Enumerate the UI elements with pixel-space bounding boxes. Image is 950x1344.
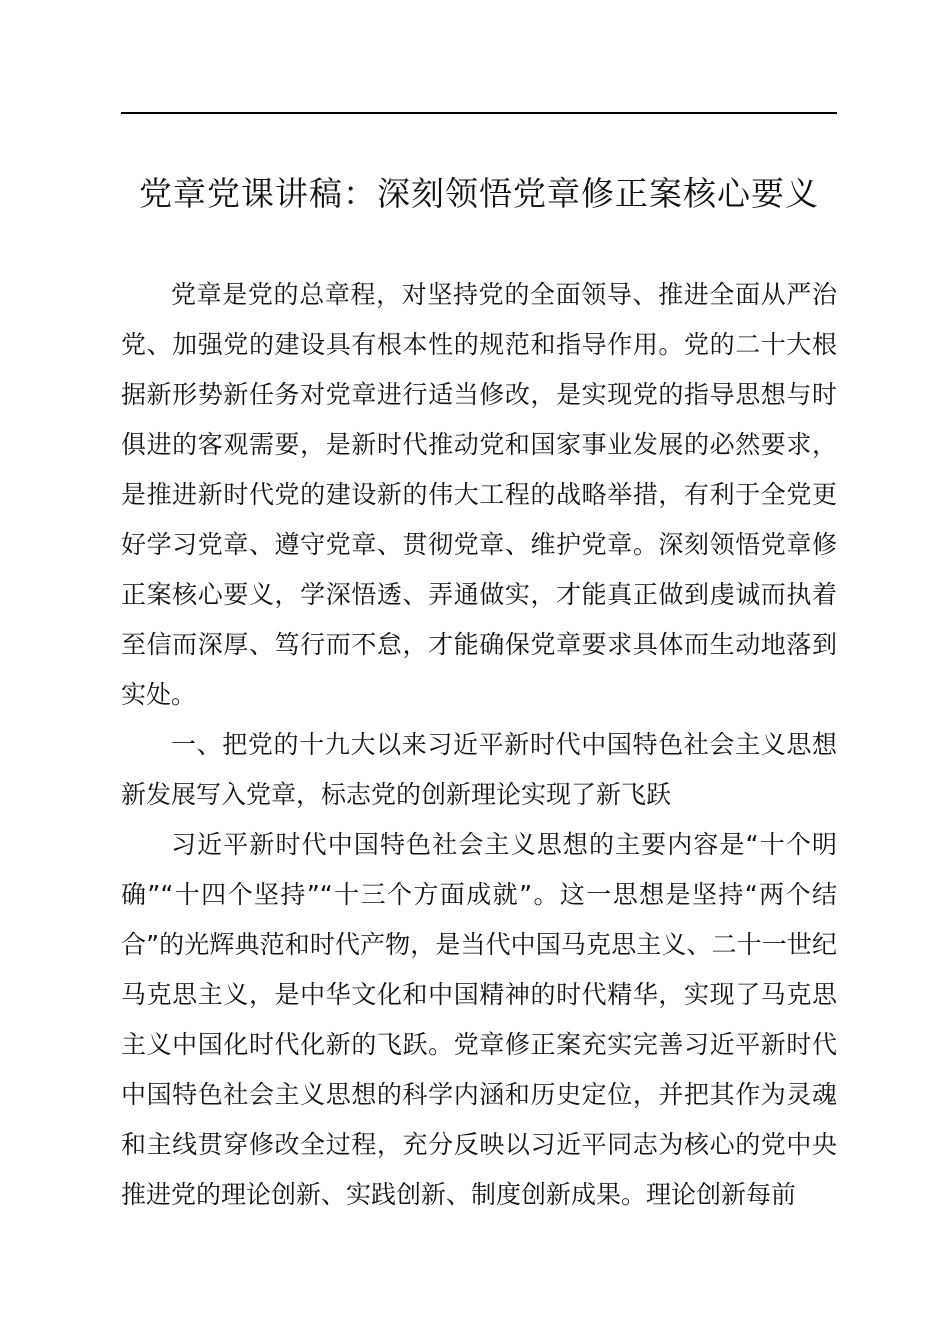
section-heading-1: 一、把党的十九大以来习近平新时代中国特色社会主义思想新发展写入党章，标志党的创新理论实现了新飞跃 [121,730,837,809]
document-body [121,270,837,1220]
document-title: 党章党课讲稿：深刻领悟党章修正案核心要义 [139,174,819,213]
paragraph-intro: 党章是党的总章程，对坚持党的全面领导、推进全面从严治党、加强党的建设具有根本性的规范和指导作用。党的二十大根据新形势新任务对党章进行适当修改，是实现党的指导思想与时俱进的客观需要，是新时代推动党和国家事业发展的必然要求，是推进新时代党的建设新的伟大工程的战略举措，有利于全党更好学习党章、遵守党章、贯彻党章、维护党章。深刻领悟党章修正案核心要义，学深悟透、弄通做实，才能真正做到虔诚而执着至信而深厚、笃行而不怠，才能确保党章要求具体而生动地落到实处。 [121,280,837,709]
header-rule [121,112,837,114]
paragraph-section-1: 习近平新时代中国特色社会主义思想的主要内容是“十个明确”“十四个坚持”“十三个方面成就”。这一思想是坚持“两个结合”的光辉典范和时代产物，是当代中国马克思主义、二十一世纪马克思主义，是中华文化和中国精神的时代精华，实现了马克思主义中国化时代化新的飞跃。党章修正案充实完善习近平新时代中国特色社会主义思想的科学内涵和历史定位，并把其作为灵魂和主线贯穿修改全过程，充分反映以习近平同志为核心的党中央推进党的理论创新、实践创新、制度创新成果。理论创新每前 [121,830,837,1209]
